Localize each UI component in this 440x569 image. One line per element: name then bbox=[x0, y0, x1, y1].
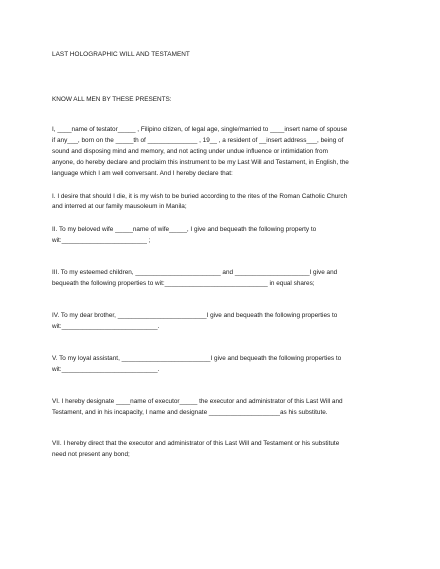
preamble: KNOW ALL MEN BY THESE PRESENTS: bbox=[52, 96, 172, 103]
article-4-brother bbox=[52, 311, 397, 333]
article-5-assistant bbox=[52, 354, 397, 376]
intro-line: language which I am well conversant. And I hereby declare that: bbox=[52, 169, 233, 177]
article-2-wife bbox=[52, 225, 397, 247]
intro-line: if any___, born on the _____th of ______________ , 19__ , a resident of __insert address___, being of bbox=[52, 136, 344, 144]
article-4-line: wit:___________________________. bbox=[52, 322, 160, 330]
article-2-line: II. To my beloved wife _____name of wife_____, I give and bequeath the following property to bbox=[52, 226, 317, 234]
intro-line: anyone, do hereby declare and proclaim this instrument to be my Last Will and Testament, in English, the bbox=[52, 158, 349, 166]
intro-line: I, ____name of testator_____ , Filipino citizen, of legal age, single/married to ____insert name of spouse bbox=[52, 126, 348, 133]
article-6-executor bbox=[52, 397, 397, 419]
article-1-line: I. I desire that should I die, it is my wish to be buried according to the rites of the Roman Catholic Church bbox=[52, 192, 348, 200]
article-5-line: V. To my loyal assistant, _________________________I give and bequeath the following properties to bbox=[52, 354, 342, 362]
article-3-children bbox=[52, 268, 397, 290]
article-6-line: VI. I hereby designate ____name of executor_____ the executor and administrator of this Last Will and bbox=[52, 397, 343, 405]
document-title: LAST HOLOGRAPHIC WILL AND TESTAMENT bbox=[52, 51, 190, 58]
article-5-line: wit:___________________________. bbox=[52, 365, 160, 373]
article-2-line: wit:________________________ ; bbox=[52, 237, 151, 245]
article-3-line: bequeath the following properties to wit:_____________________________ in equal shares; bbox=[52, 280, 315, 288]
article-6-line: Testament, and in his incapacity, I name and designate ____________________as his substitute. bbox=[52, 408, 328, 416]
article-7-line: VII. I hereby direct that the executor and administrator of this Last Will and Testament or his substitute bbox=[52, 440, 340, 448]
intro-paragraph bbox=[52, 125, 397, 180]
article-4-line: IV. To my dear brother, _________________________I give and bequeath the following properties to bbox=[52, 311, 338, 319]
article-3-line: III. To my esteemed children, ________________________ and _____________________I give and bbox=[52, 269, 338, 277]
article-7-bond bbox=[52, 439, 397, 461]
article-1-line: and interred at our family mausoleum in Manila; bbox=[52, 203, 187, 211]
article-1-burial bbox=[52, 192, 397, 214]
article-7-line: need not present any bond; bbox=[52, 451, 130, 459]
document-body bbox=[52, 51, 397, 461]
intro-line: sound and disposing mind and memory, and not acting under undue influence or intimidation from bbox=[52, 147, 328, 155]
